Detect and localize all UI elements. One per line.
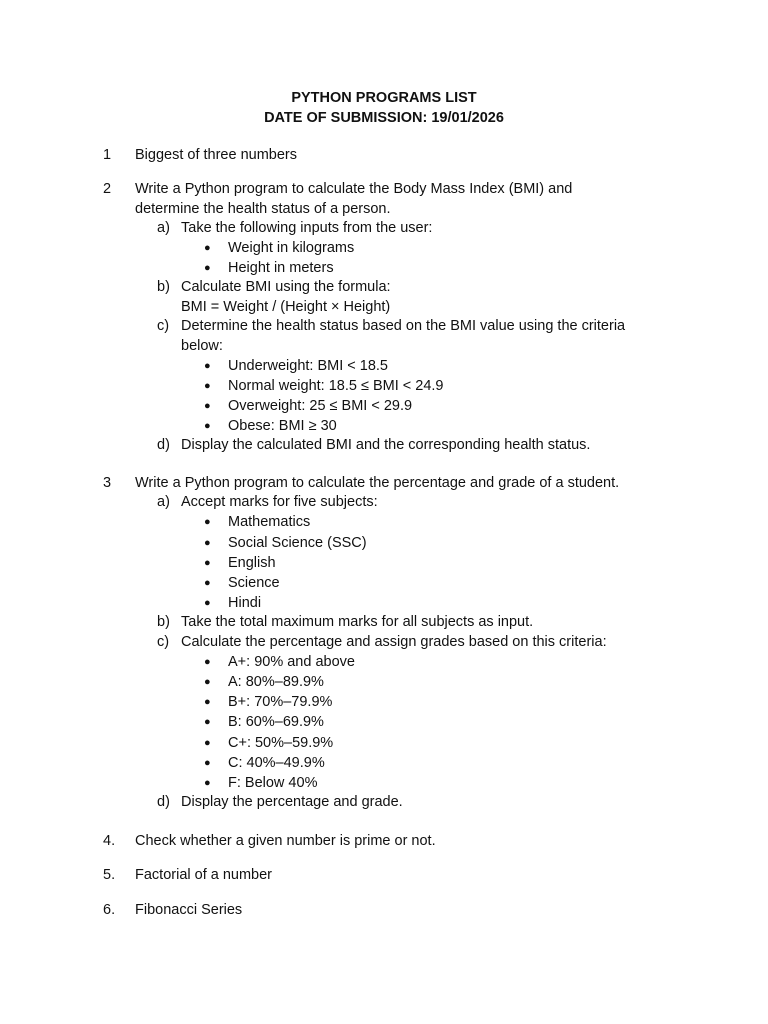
bullet-item: Hindi (228, 595, 262, 611)
bullet-icon: ● (204, 400, 211, 412)
item-text: Write a Python program to calculate the percentage and grade of a student. (135, 475, 620, 491)
item-text: Fibonacci Series (135, 902, 243, 918)
bullet-item: Height in meters (228, 260, 334, 276)
item-number: 1 (103, 147, 112, 163)
item-text: determine the health status of a person. (135, 201, 391, 217)
item-number: 4. (103, 833, 116, 849)
bullet-item: B+: 70%–79.9% (228, 694, 333, 710)
bullet-item: B: 60%–69.9% (228, 714, 324, 730)
item-number: 3 (103, 475, 112, 491)
bullet-icon: ● (204, 557, 211, 569)
bullet-icon: ● (204, 380, 211, 392)
bullet-icon: ● (204, 757, 211, 769)
item-text: Biggest of three numbers (135, 147, 298, 163)
submission-date: DATE OF SUBMISSION: 19/01/2026 (264, 110, 504, 126)
bullet-item: C+: 50%–59.9% (228, 735, 334, 751)
bullet-item: C: 40%–49.9% (228, 755, 325, 771)
bullet-icon: ● (204, 360, 211, 372)
item-number: 5. (103, 867, 116, 883)
bullet-icon: ● (204, 537, 211, 549)
sub-text: Take the total maximum marks for all subjects as input. (181, 614, 534, 630)
sub-text: Display the calculated BMI and the corresponding health status. (181, 437, 591, 453)
sub-text: Calculate BMI using the formula: (181, 279, 391, 295)
sub-text: Take the following inputs from the user: (181, 220, 433, 236)
bullet-icon: ● (204, 696, 211, 708)
item-number: 6. (103, 902, 116, 918)
item-number: 2 (103, 181, 112, 197)
sub-label: c) (157, 634, 170, 650)
item-text: Check whether a given number is prime or not. (135, 833, 436, 849)
sub-label: d) (157, 437, 170, 453)
bullet-icon: ● (204, 262, 211, 274)
bullet-item: A+: 90% and above (228, 654, 355, 670)
bullet-icon: ● (204, 656, 211, 668)
sub-text: Determine the health status based on the BMI value using the criteria (181, 318, 626, 334)
item-text: Write a Python program to calculate the Body Mass Index (BMI) and (135, 181, 573, 197)
bullet-icon: ● (204, 777, 211, 789)
bullet-icon: ● (204, 676, 211, 688)
bullet-icon: ● (204, 716, 211, 728)
bullet-item: Weight in kilograms (228, 240, 355, 256)
bullet-item: Normal weight: 18.5 ≤ BMI < 24.9 (228, 378, 444, 394)
bullet-item: A: 80%–89.9% (228, 674, 324, 690)
bullet-icon: ● (204, 577, 211, 589)
sub-label: b) (157, 279, 170, 295)
item-text: Factorial of a number (135, 867, 273, 883)
bullet-icon: ● (204, 516, 211, 528)
bullet-item: English (228, 555, 276, 571)
sub-text: below: (181, 338, 223, 354)
formula-text: BMI = Weight / (Height × Height) (181, 299, 391, 315)
bullet-item: Obese: BMI ≥ 30 (228, 418, 337, 434)
document-header (0, 88, 768, 128)
bullet-item: Overweight: 25 ≤ BMI < 29.9 (228, 398, 413, 414)
sub-text: Accept marks for five subjects: (181, 494, 378, 510)
sub-label: d) (157, 794, 170, 810)
sub-label: a) (157, 494, 170, 510)
bullet-icon: ● (204, 597, 211, 609)
sub-label: a) (157, 220, 170, 236)
bullet-item: Mathematics (228, 514, 311, 530)
sub-text: Calculate the percentage and assign grades based on this criteria: (181, 634, 607, 650)
bullet-item: Science (228, 575, 280, 591)
bullet-item: Social Science (SSC) (228, 535, 367, 551)
bullet-icon: ● (204, 242, 211, 254)
document-title: PYTHON PROGRAMS LIST (291, 90, 477, 106)
sub-label: b) (157, 614, 170, 630)
sub-text: Display the percentage and grade. (181, 794, 403, 810)
bullet-icon: ● (204, 737, 211, 749)
sub-label: c) (157, 318, 170, 334)
bullet-item: F: Below 40% (228, 775, 318, 791)
bullet-item: Underweight: BMI < 18.5 (228, 358, 388, 374)
bullet-icon: ● (204, 420, 211, 432)
